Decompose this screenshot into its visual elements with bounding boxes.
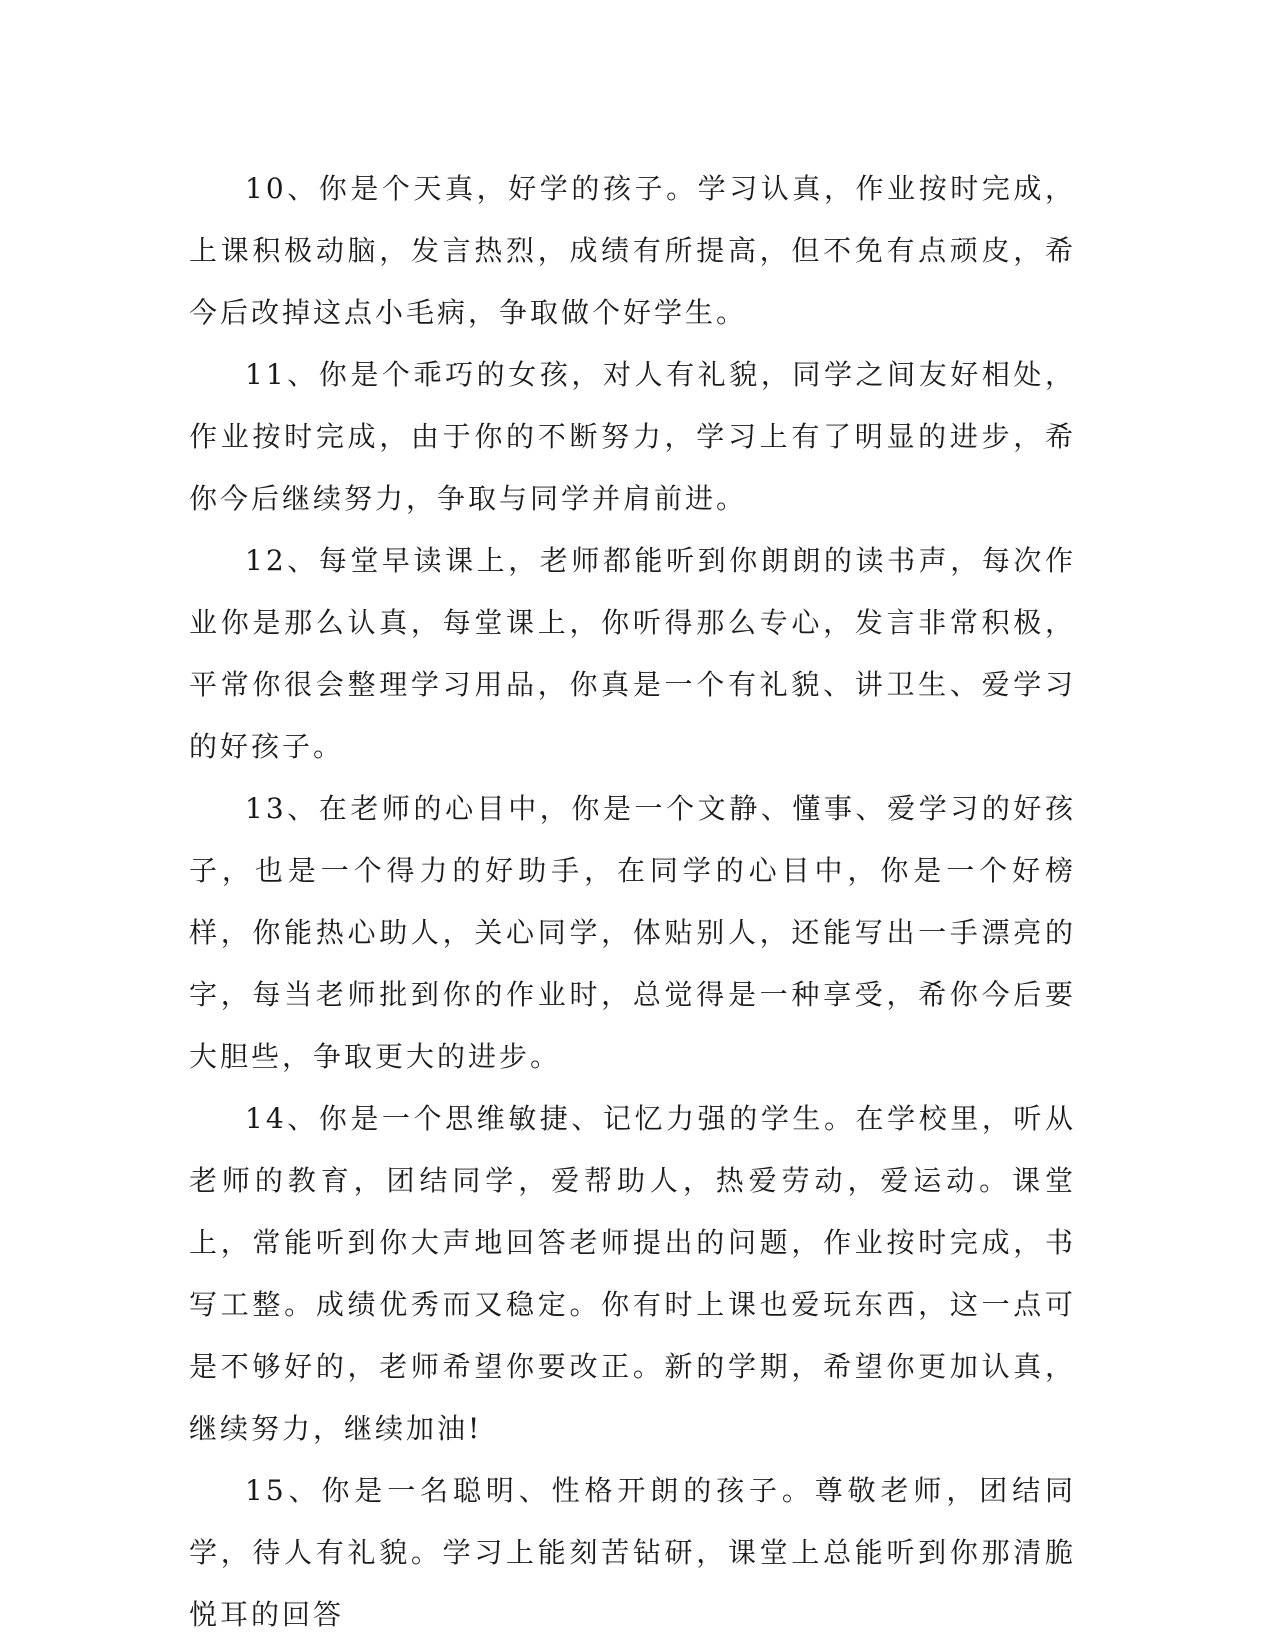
comment-paragraph-12: 12、每堂早读课上，老师都能听到你朗朗的读书声，每次作业你是那么认真，每堂课上，你听得那么专心，发言非常积极，平常你很会整理学习用品，你真是一个有礼貌、讲卫生、爱学习的好孩子。 bbox=[189, 544, 1076, 763]
comment-paragraph-13: 13、在老师的心目中，你是一个文静、懂事、爱学习的好孩子，也是一个得力的好助手，在同学的心目中，你是一个好榜样，你能热心助人，关心同学，体贴别人，还能写出一手漂亮的字，每当老师批到你的作业时，总觉得是一种享受，希你今后要大胆些，争取更大的进步。 bbox=[189, 792, 1076, 1073]
comment-paragraph-14: 14、你是一个思维敏捷、记忆力强的学生。在学校里，听从老师的教育，团结同学，爱帮助人，热爱劳动，爱运动。课堂上，常能听到你大声地回答老师提出的问题，作业按时完成，书写工整。成绩优秀而又稳定。你有时上课也爱玩东西，这一点可是不够好的，老师希望你要改正。新的学期，希望你更加认真，继续努力，继续加油! bbox=[189, 1102, 1076, 1445]
document-body bbox=[189, 158, 1076, 1646]
comment-paragraph-10: 10、你是个天真，好学的孩子。学习认真，作业按时完成，上课积极动脑，发言热烈，成绩有所提高，但不免有点顽皮，希今后改掉这点小毛病，争取做个好学生。 bbox=[189, 172, 1076, 329]
comment-paragraph-11: 11、你是个乖巧的女孩，对人有礼貌，同学之间友好相处，作业按时完成，由于你的不断努力，学习上有了明显的进步，希你今后继续努力，争取与同学并肩前进。 bbox=[189, 358, 1076, 515]
comment-paragraph-15: 15、你是一名聪明、性格开朗的孩子。尊敬老师，团结同学，待人有礼貌。学习上能刻苦钻研，课堂上总能听到你那清脆悦耳的回答 bbox=[189, 1474, 1076, 1631]
